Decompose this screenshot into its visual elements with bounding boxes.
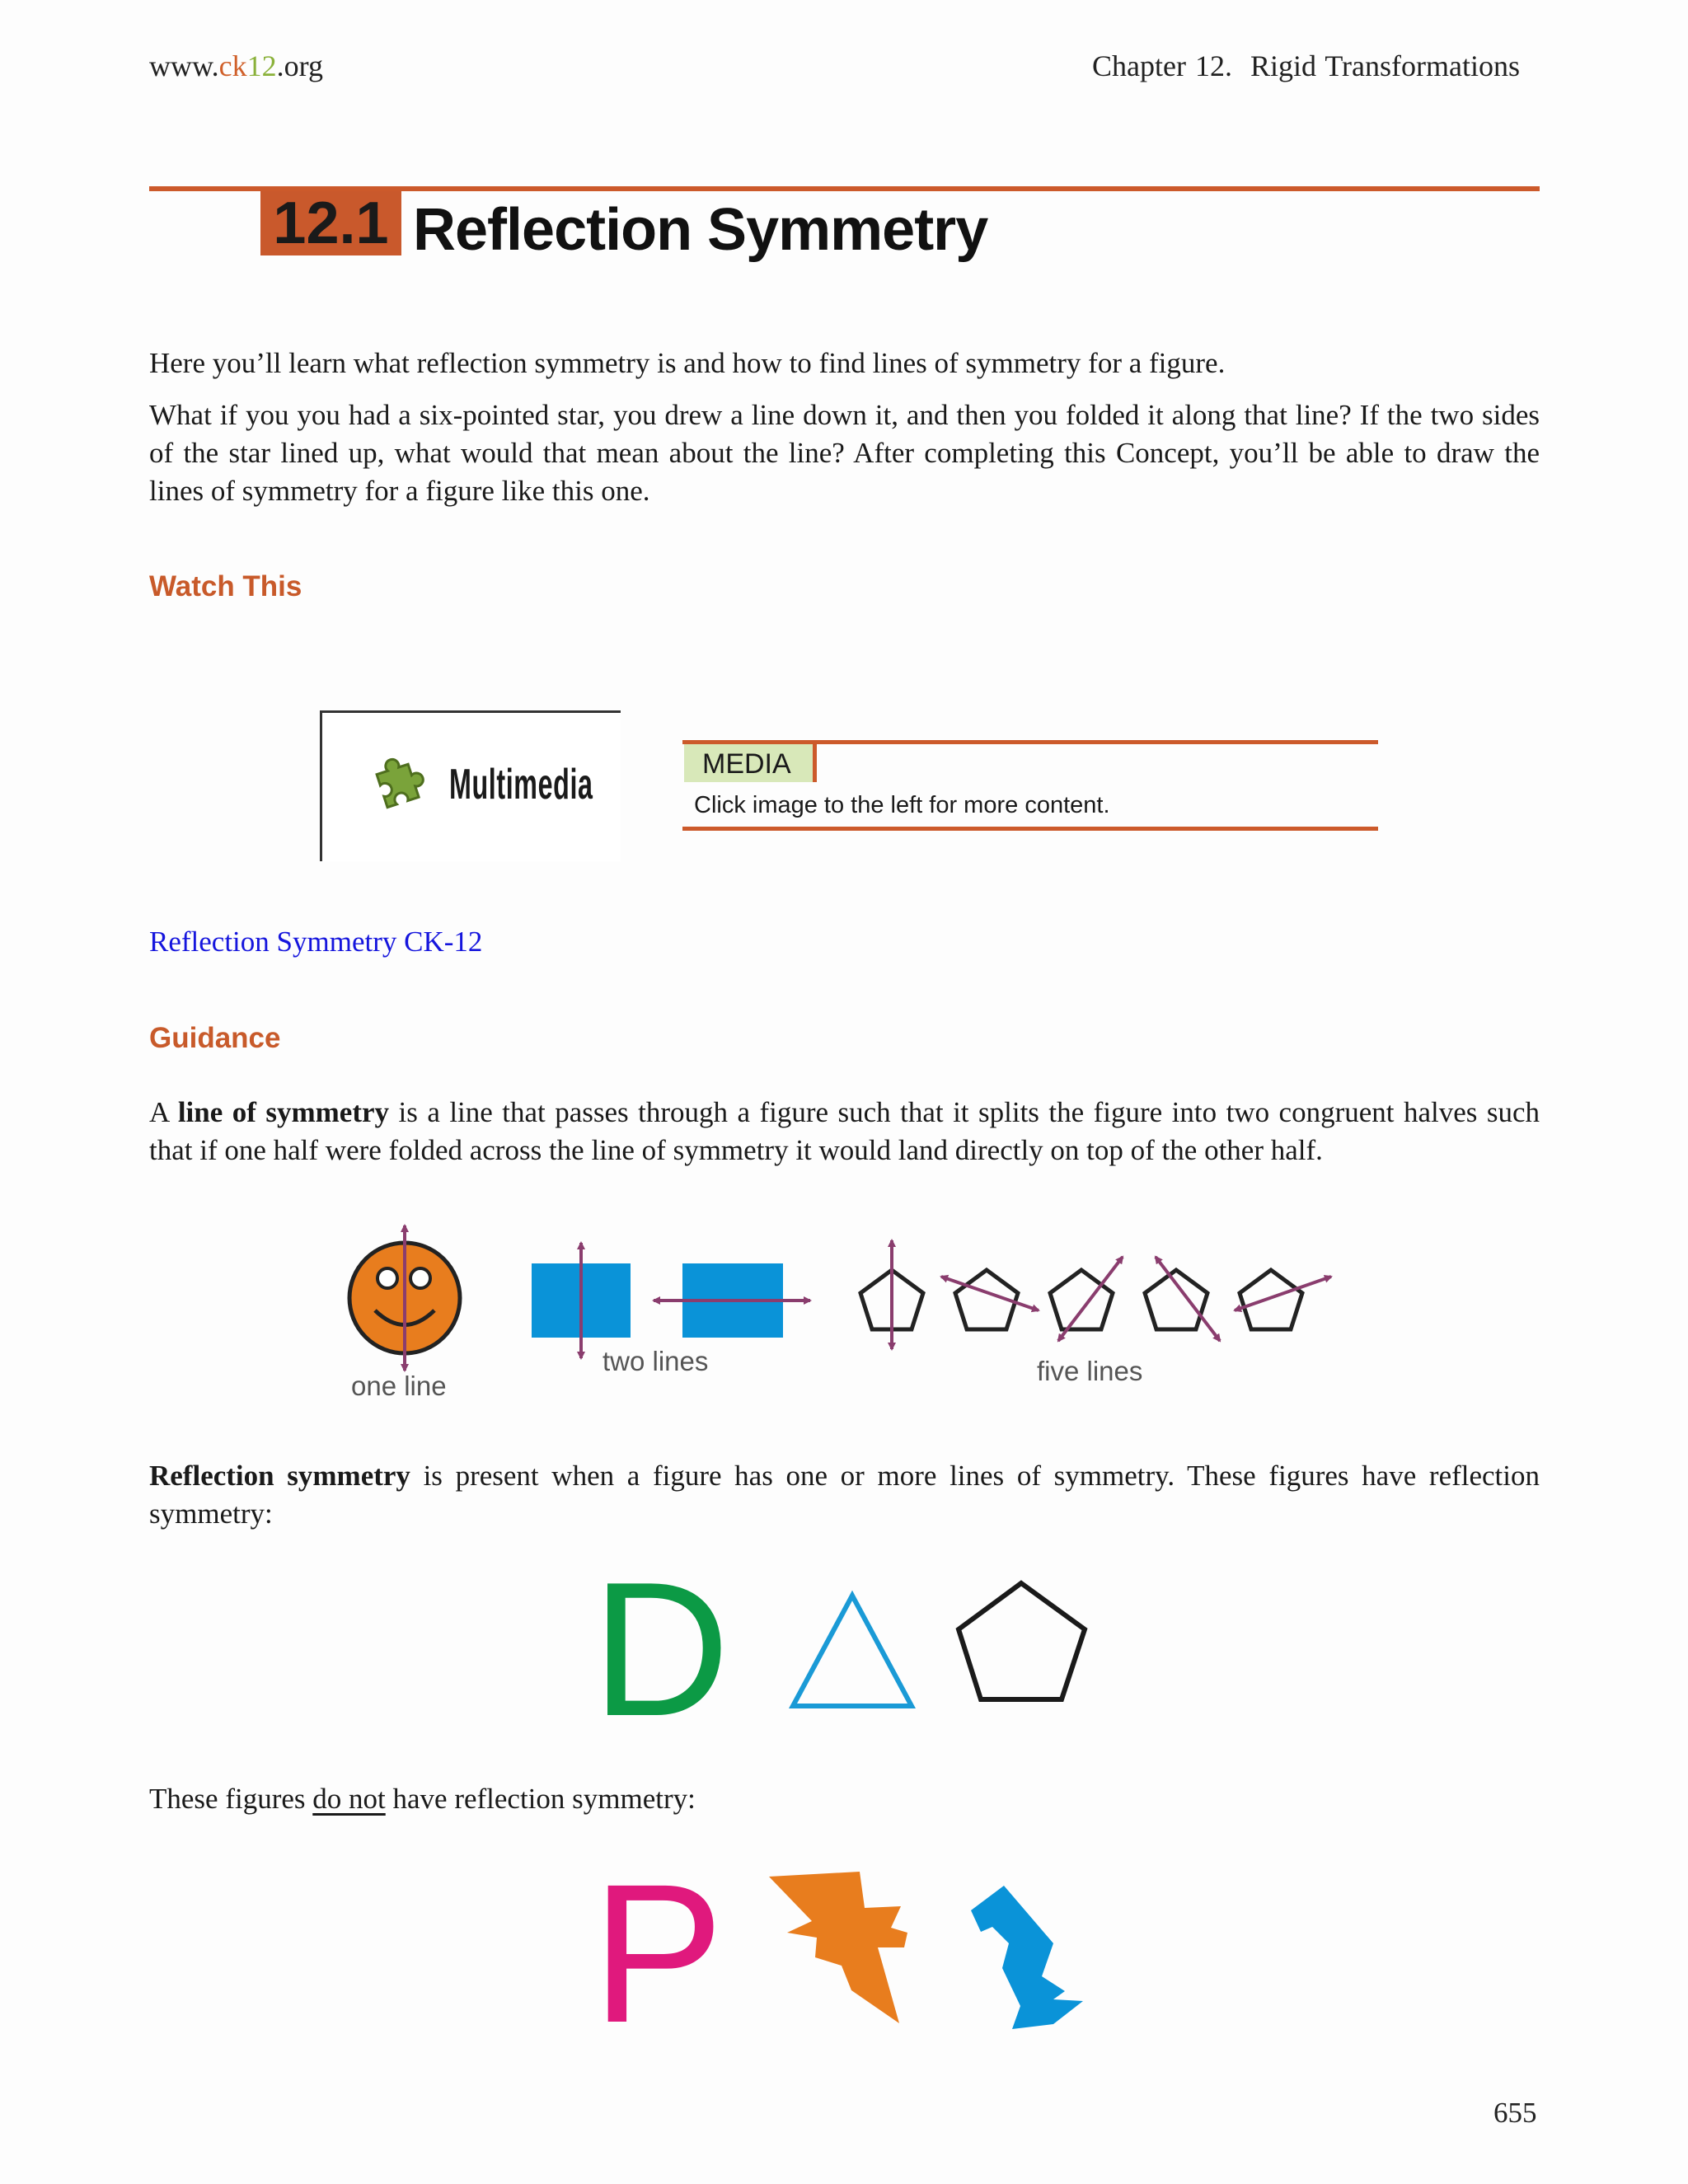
caption-two-lines: two lines: [603, 1346, 709, 1376]
intro-paragraph-1: Here you’ll learn what reflection symmetry is and how to find lines of symmetry for a figure.: [149, 347, 1226, 379]
site-url: www.ck12.org: [149, 49, 323, 82]
puzzle-icon: [363, 754, 429, 820]
pentagon-figures: [860, 1270, 1302, 1329]
arrow-shape-figure: [963, 1877, 1095, 2042]
media-tag: MEDIA: [684, 744, 817, 782]
guidance-paragraph-3: These figures do not have reflection symmetry:: [149, 1783, 696, 1815]
multimedia-label: Multimedia: [449, 761, 593, 808]
intro-paragraph-2: What if you you had a six-pointed star, you drew a line down it, and then you folded it along that line? If the two sides of the star lined up, what would that mean about the line? After completing this Concept, you’ll be able to draw the lines of symmetry for a figure like this one.: [149, 399, 1540, 507]
pentagon-figure: [952, 1574, 1092, 1706]
caption-one-line: one line: [351, 1371, 447, 1401]
smiley-figure: [349, 1226, 460, 1371]
video-link[interactable]: Reflection Symmetry CK-12: [149, 926, 483, 958]
caption-five-lines: five lines: [1037, 1356, 1143, 1386]
watch-this-heading: Watch This: [149, 570, 302, 602]
triangle-figure: [783, 1582, 923, 1714]
guidance-paragraph-2: Reflection symmetry is present when a figure has one or more lines of symmetry. These figures have reflection symmetry:: [149, 1460, 1540, 1530]
guidance-paragraph-1: A line of symmetry is a line that passes through a figure such that it splits the figure into two congruent halves such that if one half were folded across the line of symmetry it would land directly on top of the other half.: [149, 1096, 1540, 1166]
rectangle-figures: [532, 1243, 810, 1358]
section-title: Reflection Symmetry: [413, 197, 988, 263]
letter-d-figure: D: [592, 1543, 730, 1756]
lines-of-symmetry-figure: [330, 1207, 1360, 1413]
letter-p-figure: P: [592, 1843, 724, 2064]
page-number: 655: [1493, 2097, 1537, 2129]
media-caption: Click image to the left for more content.: [694, 792, 1110, 818]
guidance-heading: Guidance: [149, 1022, 281, 1054]
lightning-bolt-figure: [762, 1858, 911, 2032]
media-rule-bottom: [682, 827, 1378, 831]
section-number: 12.1: [273, 190, 389, 256]
chapter-header: Chapter 12. Rigid Transformations: [1092, 49, 1521, 82]
